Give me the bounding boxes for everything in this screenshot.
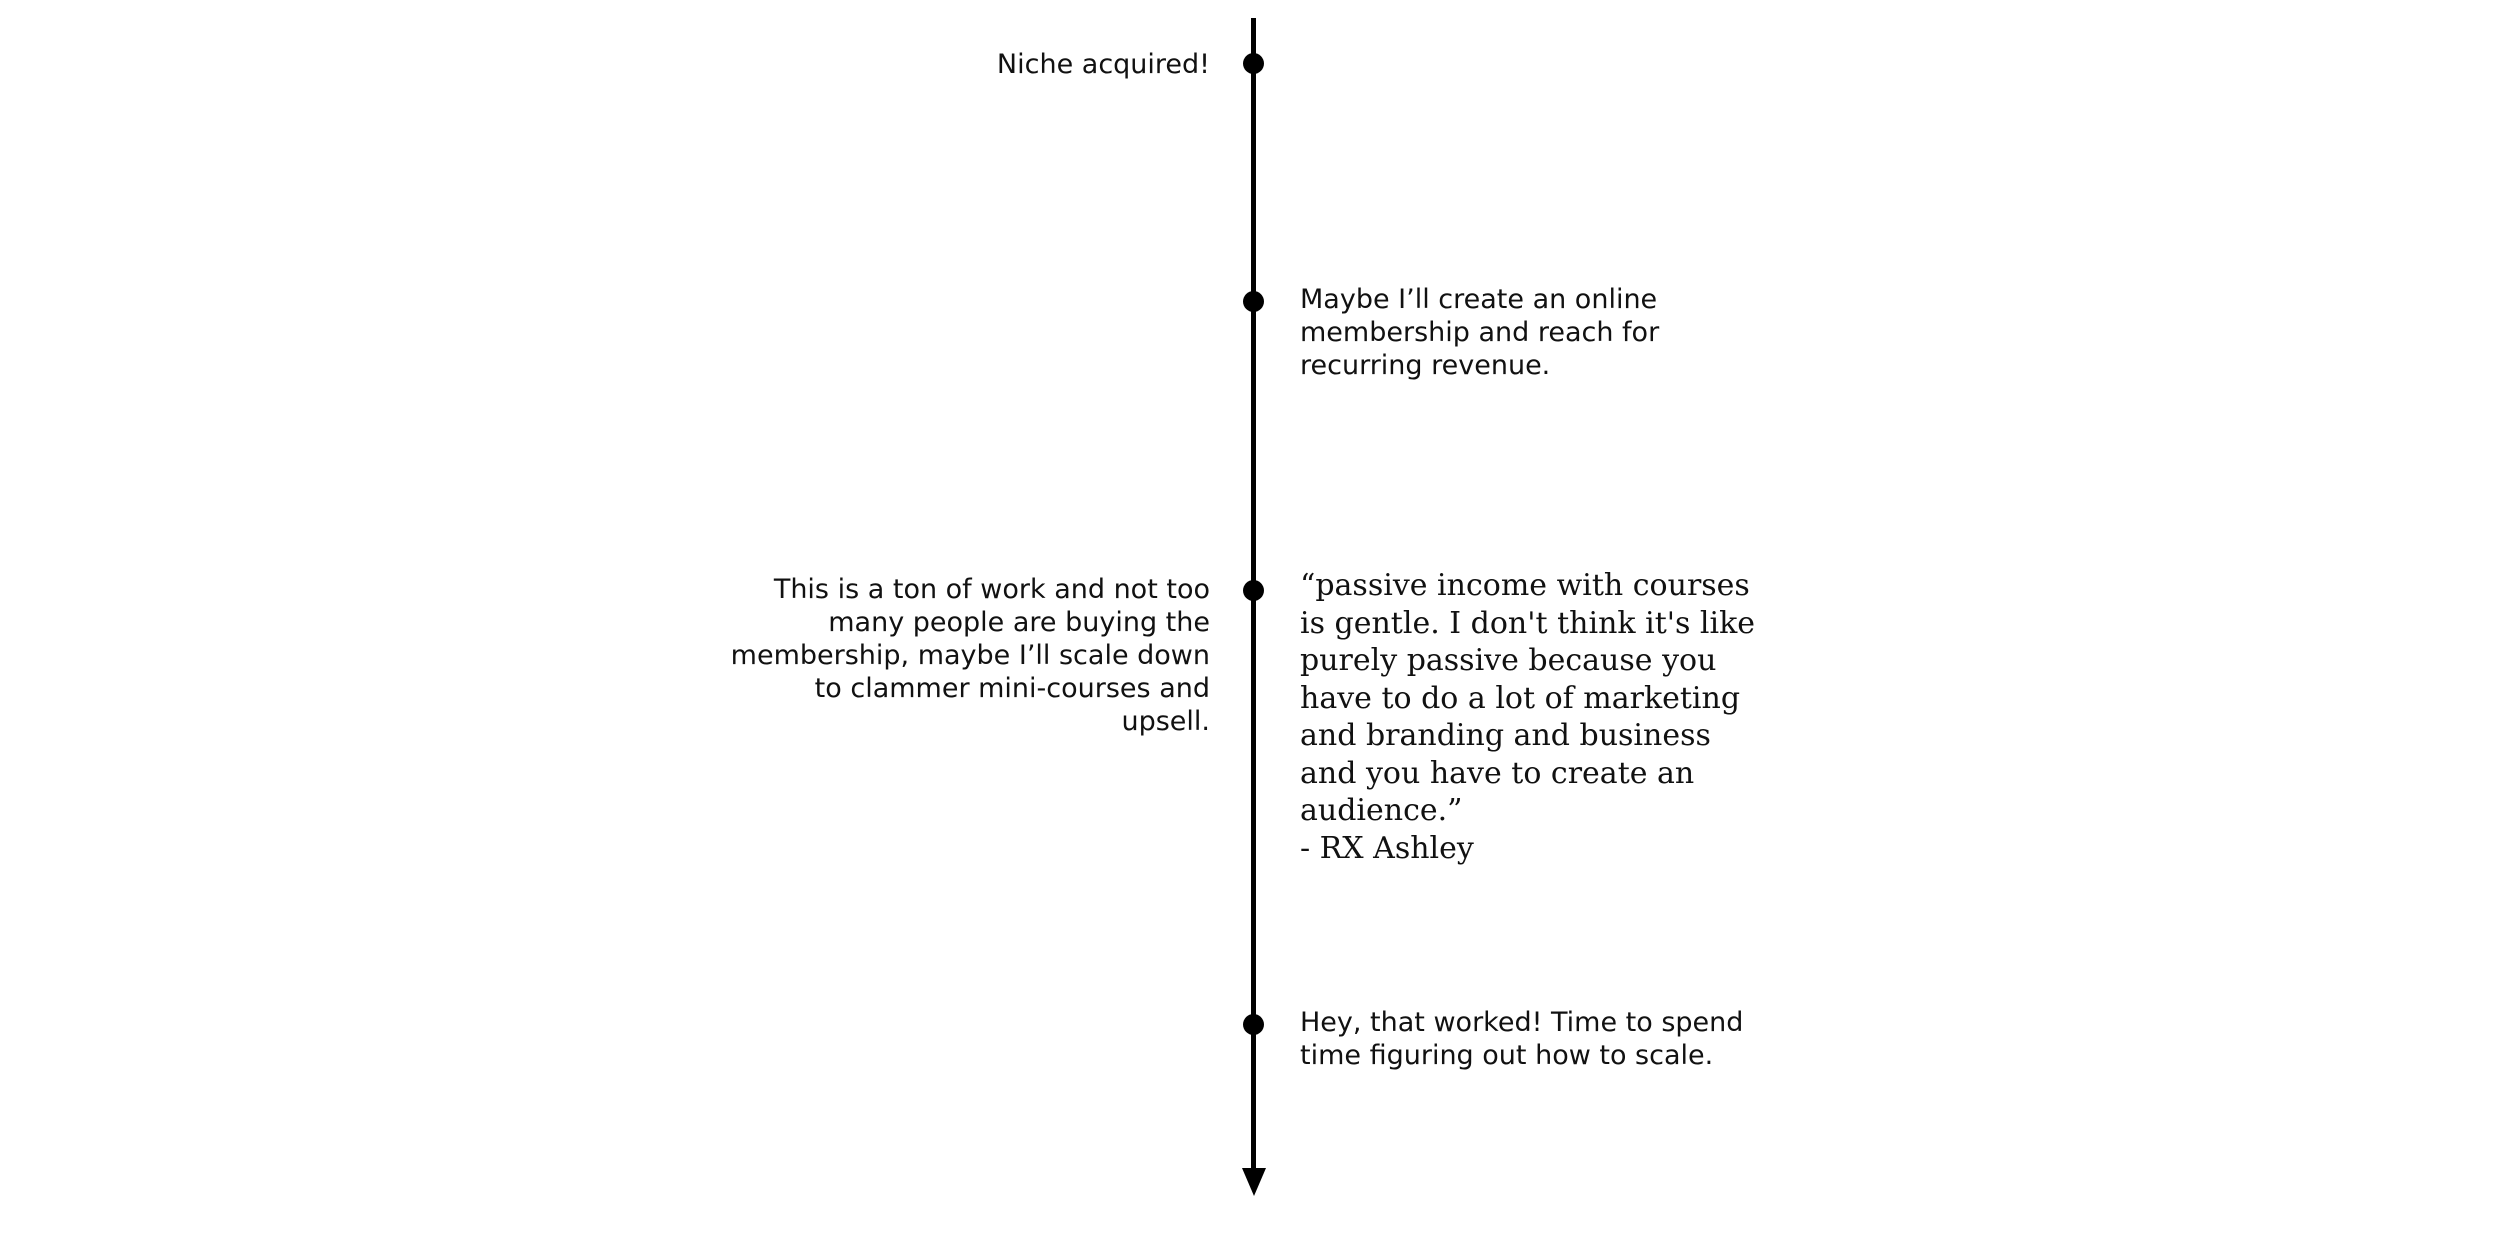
- quote-text: “passive income with courses is gentle. I don't think it's like purely passive because you have to do a lot of marketing and branding and business and you have to create an audience.”: [1300, 568, 1756, 828]
- timeline-event-membership: Maybe I’ll create an online membership and reach for recurring revenue.: [1300, 284, 1660, 381]
- timeline-event-scale-down: This is a ton of work and not too many people are buying the membership, maybe I’ll scale down to clammer mini-courses and upsell.: [730, 574, 1210, 737]
- timeline-event-niche: Niche acquired!: [996, 49, 1210, 80]
- timeline-marker-scale-down: [1243, 580, 1264, 601]
- timeline-quote: [1300, 567, 1770, 867]
- timeline-marker-scale: [1243, 1014, 1264, 1035]
- timeline-marker-membership: [1243, 291, 1264, 312]
- quote-attribution: - RX Ashley: [1300, 830, 1474, 866]
- arrow-down-icon: [1242, 1168, 1266, 1196]
- timeline-marker-niche: [1243, 53, 1264, 74]
- timeline-event-scale: Hey, that worked! Time to spend time figuring out how to scale.: [1300, 1007, 1744, 1071]
